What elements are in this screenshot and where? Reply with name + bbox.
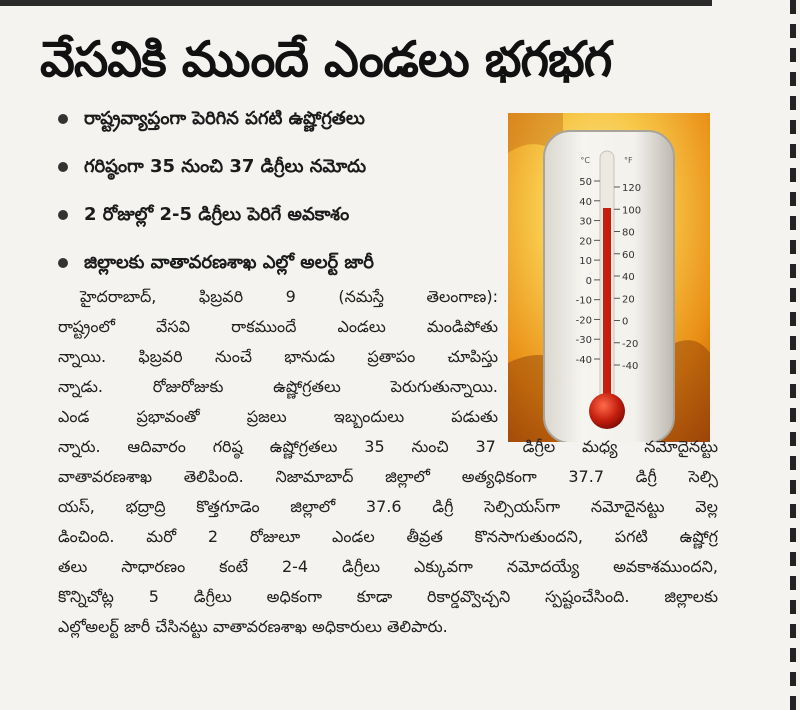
highlight-text: రాష్ట్రవ్యాప్తంగా పెరిగిన పగటి ఉష్ణోగ్రతలు — [84, 108, 365, 129]
article-body — [58, 282, 718, 642]
page-edge-dashes — [790, 0, 796, 710]
highlight-item — [58, 200, 508, 248]
bullet-dot-icon — [58, 210, 68, 220]
celsius-scale-label: 50 — [579, 177, 592, 188]
body-line: ఎండ ప్రభావంతో ప్రజలు ఇబ్బందులు పడుతు — [58, 407, 498, 426]
celsius-scale-label: 20 — [579, 236, 592, 248]
fahrenheit-scale-label: -40 — [622, 361, 639, 372]
body-line: హైదరాబాద్, ఫిబ్రవరి 9 (నమస్తే తెలంగాణ): — [80, 287, 498, 306]
body-line: న్నారు. ఆదివారం గరిష్ఠ ఉష్ణోగ్రతలు 35 నుంచి 37 డిగ్రీల మధ్య నమోదైనట్టు — [58, 437, 718, 456]
highlight-text: జిల్లాలకు వాతావరణశాఖ ఎల్లో అలర్ట్ జారీ — [84, 252, 374, 273]
highlight-item — [58, 104, 508, 152]
bullet-dot-icon — [58, 114, 68, 124]
celsius-scale-label: -20 — [575, 315, 592, 327]
celsius-scale-label: -40 — [575, 355, 592, 366]
highlight-text: 2 రోజుల్లో 2-5 డిగ్రీలు పెరిగే అవకాశం — [84, 204, 350, 225]
fahrenheit-scale-label: 40 — [622, 272, 635, 283]
body-line: యస్, భద్రాద్రి కొత్తగూడెం జిల్లాలో 37.6 డిగ్రీ సెల్సియస్‌గా నమోదైనట్టు వెల్ల — [58, 497, 718, 516]
body-line: న్నాయి. ఫిబ్రవరి నుంచే భానుడు ప్రతాపం చూపిస్తు — [58, 347, 498, 366]
body-line: డించింది. మరో 2 రోజులూ ఎండల తీవ్రత కొనసాగుతుందని, పగటి ఉష్ణోగ్ర — [58, 527, 718, 546]
celsius-unit-label: °C — [580, 156, 590, 165]
headline: వేసవికి ముందే ఎండలు భగభగ — [40, 31, 612, 88]
body-line: రాష్ట్రంలో వేసవి రాకముందే ఎండలు మండిపోతు — [58, 317, 498, 336]
celsius-scale-label: 30 — [579, 216, 592, 228]
bullet-dot-icon — [58, 258, 68, 268]
celsius-scale-label: -30 — [575, 335, 592, 347]
highlight-text: గరిష్ఠంగా 35 నుంచి 37 డిగ్రీలు నమోదు — [84, 156, 367, 177]
body-line: ఎల్లోఅలర్ట్ జారీ చేసినట్టు వాతావరణశాఖ అధికారులు తెలిపారు. — [58, 617, 448, 636]
body-line: న్నాడు. రోజురోజుకు ఉష్ణోగ్రతలు పెరుగుతున్నాయి. — [58, 377, 498, 396]
bullet-dot-icon — [58, 162, 68, 172]
fahrenheit-scale-label: -20 — [622, 338, 639, 350]
fahrenheit-scale-label: 100 — [622, 205, 642, 217]
highlights-list — [58, 104, 508, 296]
top-rule — [0, 0, 712, 6]
fahrenheit-scale-label: 120 — [622, 183, 642, 194]
celsius-scale-label: -10 — [575, 295, 592, 307]
body-line: కొన్నిచోట్ల 5 డిగ్రీలు అధికంగా కూడా రికార్డవ్వొచ్చని స్పష్టంచేసింది. జిల్లాలకు — [58, 587, 718, 606]
fahrenheit-scale-label: 0 — [622, 316, 629, 328]
fahrenheit-scale-label: 60 — [622, 249, 635, 261]
fahrenheit-scale-label: 80 — [622, 227, 635, 239]
body-line: వాతావరణశాఖ తెలిపింది. నిజామాబాద్ జిల్లాలో అత్యధికంగా 37.7 డిగ్రీ సెల్సి — [58, 467, 718, 486]
celsius-scale-label: 40 — [579, 196, 592, 208]
celsius-scale-label: 10 — [579, 256, 592, 268]
celsius-scale-label: 0 — [585, 275, 592, 287]
body-line: తలు సాధారణం కంటే 2-4 డిగ్రీలు ఎక్కువగా నమోదయ్యే అవకాశముందని, — [58, 557, 718, 576]
fahrenheit-unit-label: °F — [624, 156, 633, 165]
fahrenheit-scale-label: 20 — [622, 294, 635, 306]
highlight-item — [58, 152, 508, 200]
